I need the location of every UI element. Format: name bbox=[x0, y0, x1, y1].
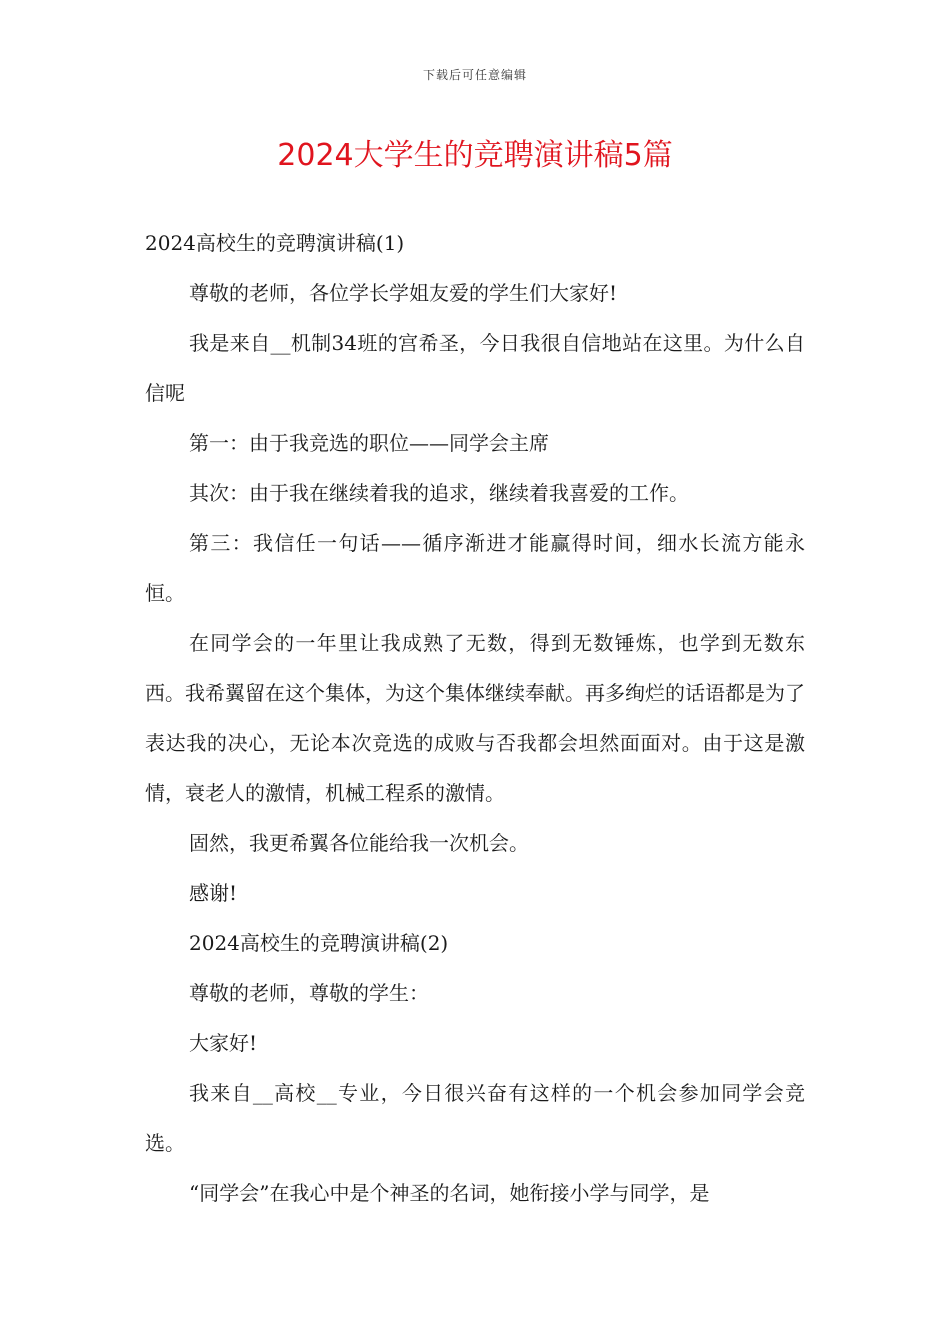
body-paragraph: 其次：由于我在继续着我的追求，继续着我喜爱的工作。 bbox=[189, 481, 689, 505]
body-paragraph: 在同学会的一年里让我成熟了无数，得到无数锤炼，也学到无数东西。我希翼留在这个集体，为这个集体继续奉献。再多绚烂的话语都是为了表达我的决心，无论本次竞选的成败与否我都会坦然面面对。由于这是激情，衰老人的激情，机械工程系的激情。 bbox=[145, 631, 805, 805]
body-paragraph: 尊敬的老师，各位学长学姐友爱的学生们大家好! bbox=[189, 281, 618, 305]
body-paragraph: “同学会”在我心中是个神圣的名词，她衔接小学与同学，是 bbox=[189, 1181, 710, 1205]
body-paragraph: 2024高校生的竞聘演讲稿(1) bbox=[145, 231, 405, 255]
body-paragraph: 感谢! bbox=[189, 881, 238, 905]
body-paragraph: 我是来自__机制34班的宫希圣，今日我很自信地站在这里。为什么自信呢 bbox=[145, 331, 805, 405]
document-body bbox=[145, 218, 805, 1218]
body-paragraph: 第一：由于我竞选的职位——同学会主席 bbox=[189, 431, 549, 455]
body-paragraph: 第三：我信任一句话——循序渐进才能赢得时间，细水长流方能永恒。 bbox=[145, 531, 805, 605]
header-note: 下载后可任意编辑 bbox=[422, 68, 527, 82]
body-paragraph: 2024高校生的竞聘演讲稿(2) bbox=[189, 931, 449, 955]
body-paragraph: 固然，我更希翼各位能给我一次机会。 bbox=[189, 831, 529, 855]
document-title: 2024大学生的竞聘演讲稿5篇 bbox=[277, 138, 673, 173]
body-paragraph: 大家好! bbox=[189, 1031, 258, 1055]
body-paragraph: 我来自__高校__专业，今日很兴奋有这样的一个机会参加同学会竞选。 bbox=[145, 1081, 805, 1155]
body-paragraph: 尊敬的老师，尊敬的学生： bbox=[189, 981, 429, 1005]
